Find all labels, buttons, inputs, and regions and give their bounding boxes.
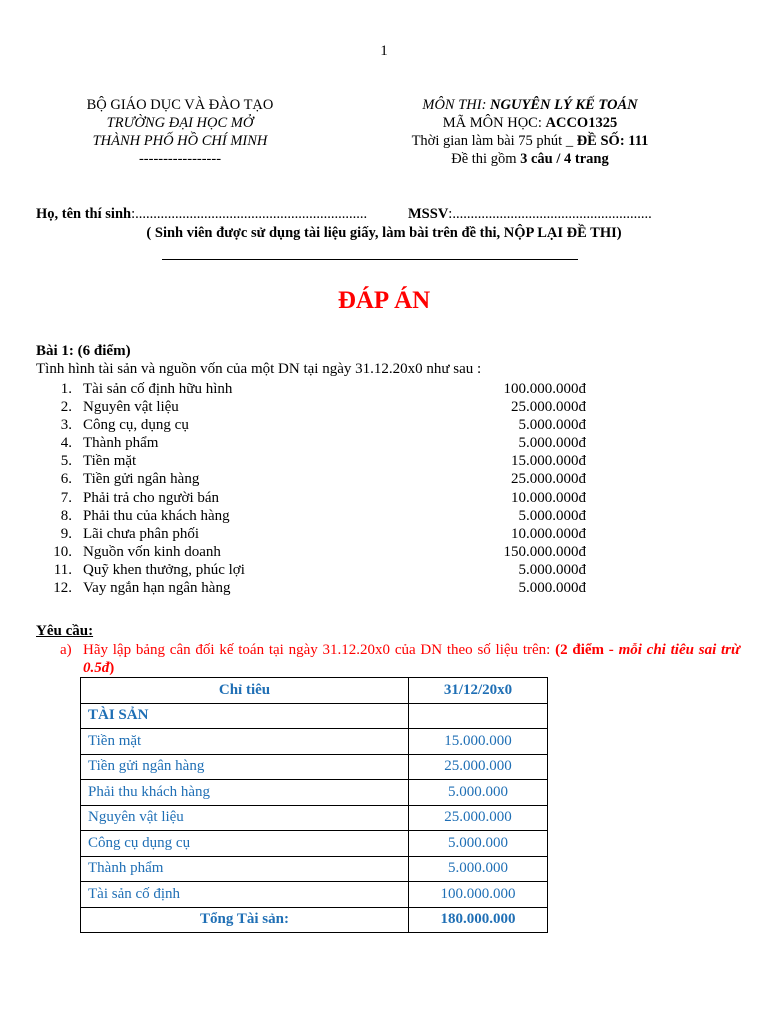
item-name: Tiền mặt [83, 453, 137, 470]
exam-time: Thời gian làm bài 75 phút _ ĐỀ SỐ: 111 [411, 133, 649, 149]
problem-heading: Bài 1: (6 điểm) [36, 343, 131, 359]
horizontal-rule [162, 259, 578, 260]
table-header-row [81, 678, 548, 704]
row-label: Phải thu khách hàng [81, 780, 409, 806]
problem-intro: Tình hình tài sản và nguồn vốn của một DN tại ngày 31.12.20x0 như sau : [36, 361, 482, 377]
row-value: 25.000.000 [409, 754, 548, 780]
asset-list [36, 380, 596, 597]
row-label: Nguyên vật liệu [81, 805, 409, 831]
item-value: 150.000.000đ [503, 543, 586, 560]
page-number: 1 [380, 43, 388, 59]
list-item [36, 561, 596, 579]
list-item [36, 380, 596, 398]
section-row-assets [81, 703, 548, 729]
table-row [81, 729, 548, 755]
item-number: 5. [60, 453, 72, 470]
item-value: 5.000.000đ [518, 435, 586, 452]
item-number: 4. [60, 435, 72, 452]
table-row [81, 856, 548, 882]
item-value: 10.000.000đ [511, 489, 586, 506]
ministry-name: BỘ GIÁO DỤC VÀ ĐÀO TẠO [86, 97, 274, 113]
table-row [81, 780, 548, 806]
item-value: 5.000.000đ [518, 561, 586, 578]
exam-note: ( Sinh viên được sử dụng tài liệu giấy, làm bài trên đề thi, NỘP LẠI ĐỀ THI) [146, 225, 622, 241]
list-item [36, 543, 596, 561]
item-name: Quỹ khen thưởng, phúc lợi [83, 561, 245, 578]
row-value: 25.000.000 [409, 805, 548, 831]
item-number: 2. [60, 399, 72, 416]
item-number: 8. [60, 507, 72, 524]
list-item [36, 416, 596, 434]
row-label: Thành phẩm [81, 856, 409, 882]
item-value: 25.000.000đ [511, 399, 586, 416]
item-name: Tài sản cố định hữu hình [83, 381, 233, 397]
university-name: TRƯỜNG ĐẠI HỌC MỞ [106, 115, 254, 131]
list-item [36, 452, 596, 470]
list-item [36, 507, 596, 525]
section-label: TÀI SẢN [81, 703, 409, 729]
row-label: Tiền gửi ngân hàng [81, 754, 409, 780]
item-value: 5.000.000đ [518, 417, 586, 434]
column-header-date: 31/12/20x0 [409, 678, 548, 704]
exam-subject: MÔN THI: NGUYÊN LÝ KẾ TOÁN [422, 97, 638, 113]
column-header-item: Chỉ tiêu [81, 678, 409, 704]
item-number: 9. [60, 525, 72, 542]
header-left [30, 96, 330, 168]
item-name: Phải thu của khách hàng [83, 507, 230, 524]
item-value: 25.000.000đ [511, 471, 586, 488]
table-row [81, 754, 548, 780]
header-right [380, 96, 680, 168]
total-label: Tổng Tài sản: [81, 907, 409, 933]
total-row [81, 907, 548, 933]
total-value: 180.000.000 [409, 907, 548, 933]
row-label: Tài sản cố định [81, 882, 409, 908]
list-item [36, 489, 596, 507]
item-name: Phải trả cho người bán [83, 489, 220, 506]
item-name: Vay ngắn hạn ngân hàng [83, 580, 231, 597]
item-number: 7. [60, 489, 72, 506]
item-value: 5.000.000đ [518, 507, 586, 524]
item-number: 6. [60, 471, 72, 488]
item-name: Tiền gửi ngân hàng [83, 471, 200, 488]
list-item [36, 470, 596, 488]
item-number: 11. [53, 561, 72, 578]
list-item [36, 525, 596, 543]
exam-pages: Đề thi gồm 3 câu / 4 trang [451, 151, 609, 167]
list-item [36, 579, 596, 597]
subject-code: MÃ MÔN HỌC: ACCO1325 [442, 115, 618, 131]
item-name: Lãi chưa phân phối [83, 525, 200, 542]
item-name: Nguồn vốn kinh doanh [83, 543, 221, 560]
item-number: 1. [60, 381, 72, 397]
list-item [36, 434, 596, 452]
row-value: 5.000.000 [409, 856, 548, 882]
item-name: Công cụ, dụng cụ [83, 417, 189, 434]
item-name: Nguyên vật liệu [83, 399, 179, 416]
item-value: 10.000.000đ [511, 525, 586, 542]
row-label: Tiền mặt [81, 729, 409, 755]
header-divider: ----------------- [138, 151, 222, 167]
section-value [409, 703, 548, 729]
table-row [81, 882, 548, 908]
item-value: 100.000.000đ [503, 381, 586, 397]
item-number: 10. [53, 543, 72, 560]
item-value: 5.000.000đ [518, 580, 586, 597]
item-name: Thành phẩm [83, 435, 159, 452]
table-row [81, 805, 548, 831]
row-value: 5.000.000 [409, 780, 548, 806]
city-name: THÀNH PHỐ HỒ CHÍ MINH [92, 133, 268, 149]
row-label: Công cụ dụng cụ [81, 831, 409, 857]
list-item [36, 398, 596, 416]
requirements-label: Yêu cầu: [36, 623, 94, 639]
balance-sheet-table [80, 677, 548, 933]
item-value: 15.000.000đ [511, 453, 586, 470]
item-number: 3. [60, 417, 72, 434]
item-number: 12. [53, 580, 72, 597]
student-id-line: MSSV:....................................................... [408, 206, 652, 222]
student-name-line: Họ, tên thí sinh:................................................................ [36, 206, 368, 222]
row-value: 5.000.000 [409, 831, 548, 857]
page-title: ĐÁP ÁN [337, 287, 431, 314]
table-row [81, 831, 548, 857]
row-value: 100.000.000 [409, 882, 548, 908]
requirement-a-marker: a) [60, 642, 72, 658]
requirement-a-text: Hãy lập bảng cân đối kế toán tại ngày 31.12.20x0 của DN theo số liệu trên: (2 điểm - mỗi chi tiêu sai trừ 0.5đ) [83, 642, 741, 676]
row-value: 15.000.000 [409, 729, 548, 755]
